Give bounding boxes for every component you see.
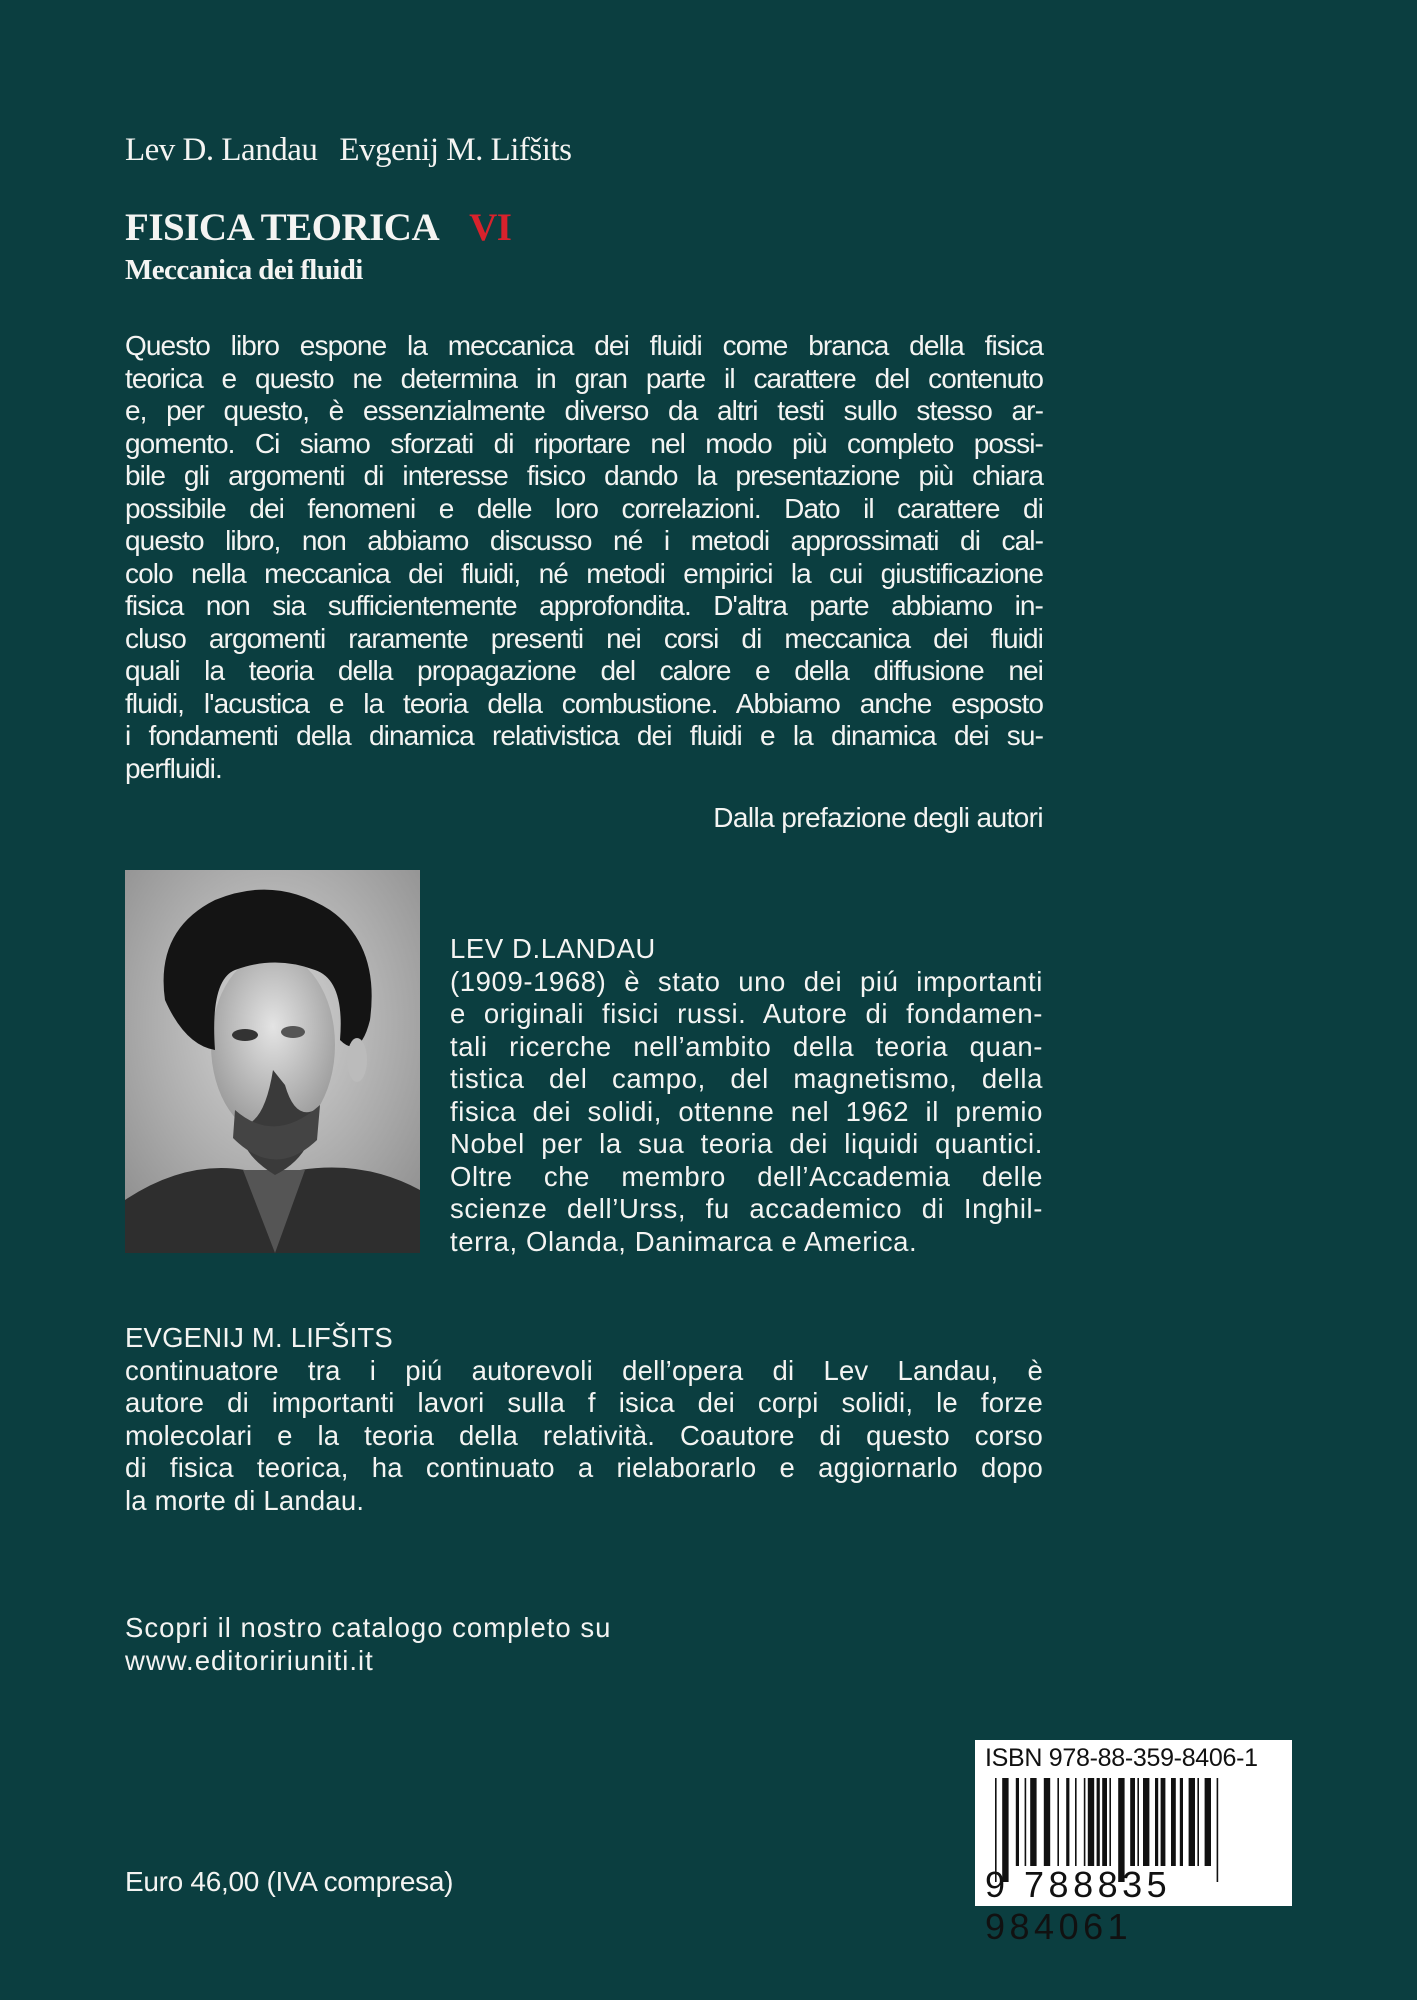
- barcode-bar: [1109, 1778, 1111, 1866]
- barcode-bar: [1088, 1778, 1094, 1866]
- barcode-bar: [1075, 1778, 1077, 1866]
- text-line: (1909-1968) è stato uno dei piú importanti: [450, 965, 1043, 997]
- text-line: quali la teoria della propagazione del calore e della diffusione nei: [125, 655, 1043, 686]
- barcode-bar: [1066, 1778, 1069, 1866]
- text-line: bile gli argomenti di interesse fisico dando la presentazione più chiara: [125, 460, 1043, 491]
- portrait-image: [125, 870, 420, 1253]
- barcode-bar: [1102, 1778, 1107, 1866]
- barcode-bar: [1097, 1778, 1100, 1866]
- barcode-bar: [1044, 1778, 1050, 1866]
- text-line: continuatore tra i piú autorevoli dell’opera di Lev Landau, è: [125, 1354, 1043, 1386]
- barcode-bar: [1180, 1778, 1183, 1866]
- text-line: fisica non sia sufficientemente approfondita. D'altra parte abbiamo in-: [125, 590, 1043, 621]
- barcode-bar: [1171, 1778, 1176, 1866]
- text-line: fluidi, l'acustica e la teoria della combustione. Abbiamo anche esposto: [125, 687, 1043, 719]
- text-line: di fisica teorica, ha continuato a rielaborarlo e aggiornarlo dopo: [125, 1452, 1043, 1483]
- isbn-barcode: [975, 1740, 1292, 1947]
- barcode-bar: [1189, 1778, 1195, 1866]
- text-line: Questo libro espone la meccanica dei fluidi come branca della fisica: [125, 330, 1043, 361]
- volume-number: VI: [469, 206, 512, 249]
- text-line: teorica e questo ne determina in gran parte il carattere del contenuto: [125, 362, 1043, 394]
- text-line: possibile dei fenomeni e delle loro correlazioni. Dato il carattere di: [125, 492, 1043, 524]
- text-line: tistica del campo, del magnetismo, della: [450, 1063, 1043, 1094]
- barcode-bar: [1084, 1778, 1086, 1866]
- text-line: Nobel per la sua teoria dei liquidi quantici.: [450, 1128, 1043, 1159]
- barcode-bar: [1130, 1778, 1135, 1866]
- series-title: [125, 205, 511, 250]
- text-line: cluso argomenti raramente presenti nei corsi di meccanica dei fluidi: [125, 622, 1043, 654]
- barcode-bar: [1016, 1778, 1019, 1866]
- landau-portrait: [125, 870, 420, 1253]
- barcode-bar: [1030, 1778, 1036, 1866]
- lifsits-bio: [125, 1322, 1043, 1517]
- text-line: questo libro, non abbiamo discusso né i metodi approssimati di cal-: [125, 525, 1043, 556]
- book-subtitle: Meccanica dei fluidi: [125, 254, 363, 286]
- text-line: perfluidi.: [125, 752, 222, 784]
- text-line: e, per questo, è essenzialmente diverso da altri testi sullo stesso ar-: [125, 395, 1043, 426]
- text-line: autore di importanti lavori sulla f isica dei corpi solidi, le forze: [125, 1387, 1043, 1418]
- barcode-bar: [1155, 1778, 1158, 1866]
- barcode-bar: [1161, 1778, 1166, 1866]
- landau-bio: [450, 933, 1043, 1258]
- isbn-label: ISBN 978-88-359-8406-1: [985, 1744, 1258, 1772]
- text-line: colo nella meccanica dei fluidi, né metodi empirici la cui giustificazione: [125, 557, 1043, 589]
- ean-digits: 9 788835 984061: [985, 1864, 1172, 1947]
- catalog-text: Scopri il nostro catalogo completo su: [125, 1612, 612, 1643]
- bio-name-heading: LEV D.LANDAU: [450, 933, 656, 964]
- intro-paragraph: [125, 330, 1043, 785]
- text-line: fisica dei solidi, ottenne nel 1962 il premio: [450, 1095, 1043, 1127]
- catalog-url[interactable]: www.editoririuniti.it: [125, 1644, 374, 1676]
- text-line: molecolari e la teoria della relatività. Coautore di questo corso: [125, 1419, 1043, 1451]
- text-line: terra, Olanda, Danimarca e America.: [450, 1225, 918, 1257]
- series-title-text: FISICA TEORICA: [125, 206, 440, 249]
- catalog-note: [125, 1612, 611, 1677]
- barcode-bar: [1205, 1778, 1211, 1866]
- barcode-bar: [1143, 1778, 1149, 1866]
- text-line: i fondamenti della dinamica relativistica dei fluidi e la dinamica dei su-: [125, 720, 1043, 751]
- text-line: scienze dell’Urss, fu accademico di Inghil-: [450, 1193, 1043, 1224]
- intro-attribution: Dalla prefazione degli autori: [713, 802, 1043, 833]
- authors-line: [125, 132, 571, 169]
- text-line: la morte di Landau.: [125, 1484, 365, 1516]
- text-line: tali ricerche nell’ambito della teoria quan-: [450, 1030, 1043, 1062]
- barcode-bar: [1057, 1778, 1059, 1866]
- author-lifsits: Evgenij M. Lifšits: [339, 132, 572, 168]
- text-line: gomento. Ci siamo sforzati di riportare nel modo più completo possi-: [125, 427, 1043, 459]
- text-line: e originali fisici russi. Autore di fondamen-: [450, 998, 1043, 1029]
- barcode-bar: [1197, 1778, 1199, 1866]
- text-line: Oltre che membro dell’Accademia delle: [450, 1160, 1043, 1192]
- barcode-bar: [1025, 1778, 1027, 1866]
- bio-name-heading: EVGENIJ M. LIFŠITS: [125, 1322, 393, 1353]
- author-landau: Lev D. Landau: [125, 132, 318, 168]
- price-label: Euro 46,00 (IVA compresa): [125, 1866, 454, 1897]
- barcode-bar: [1137, 1778, 1139, 1866]
